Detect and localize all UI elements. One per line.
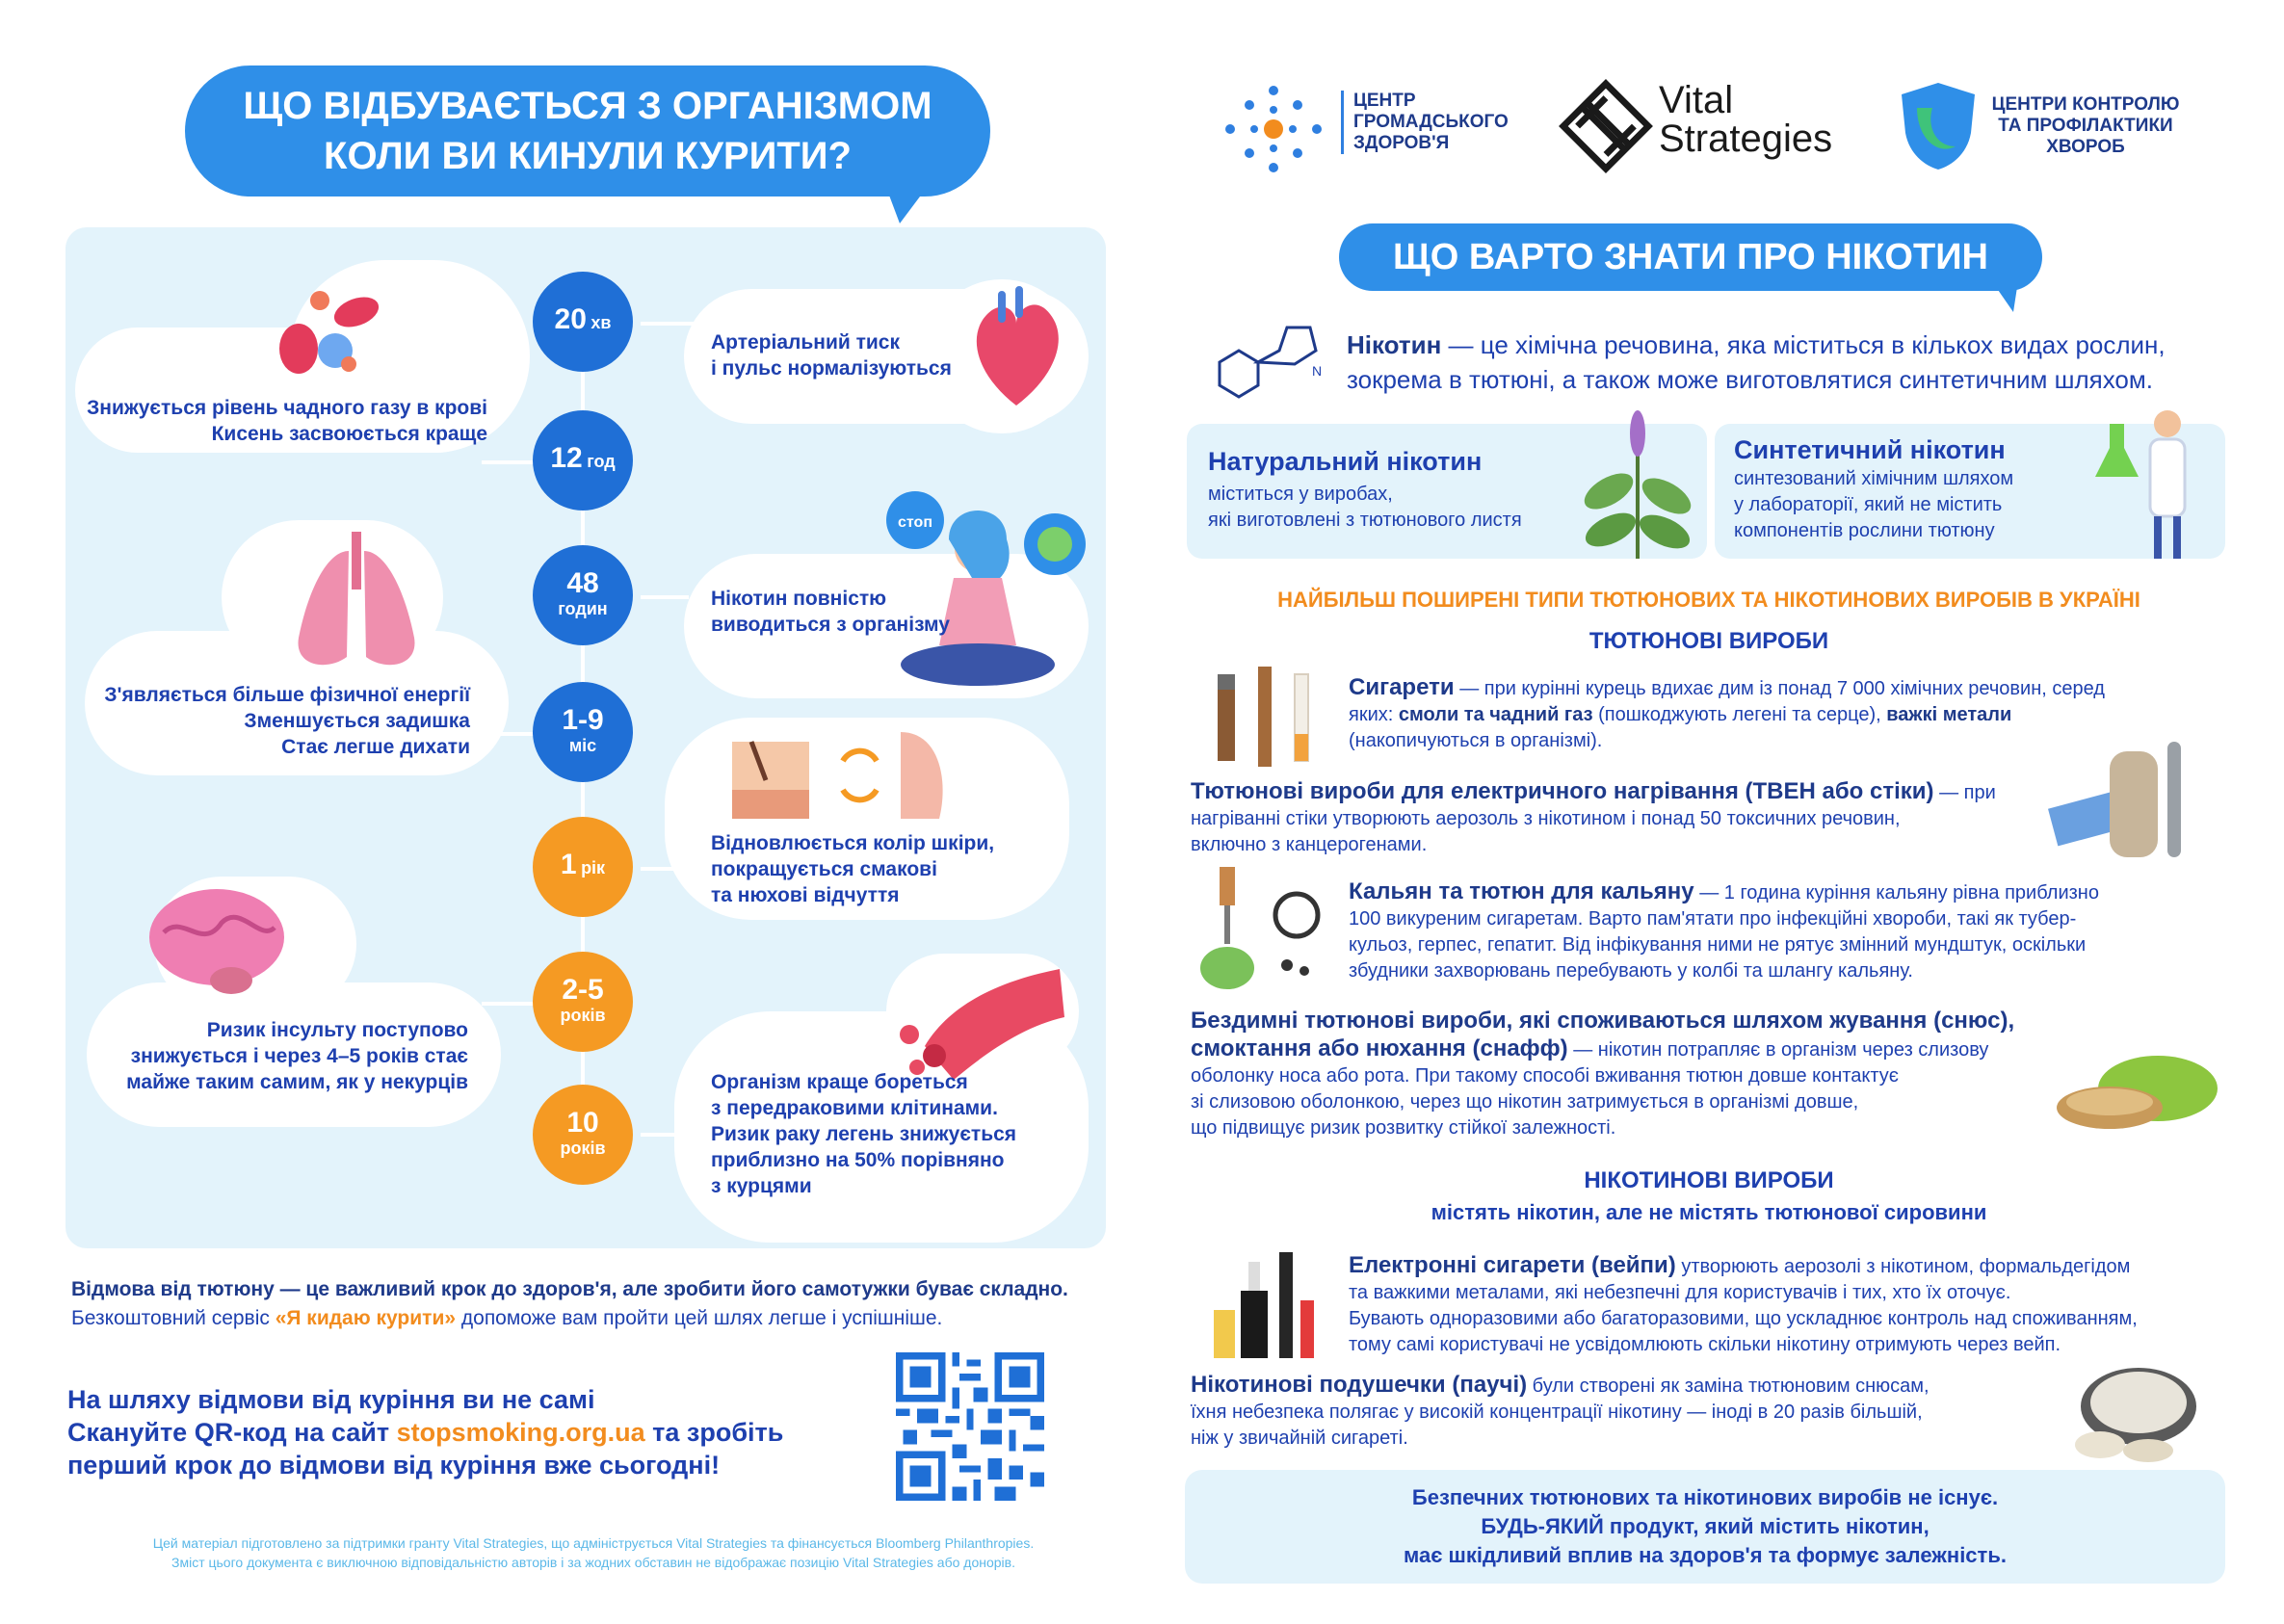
vital-strategies-logo	[1559, 79, 1653, 173]
cdc-shield-logo	[1898, 79, 1979, 171]
effect-energy: З'являється більше фізичної енергії Зменшується задишка Стає легше дихати	[104, 684, 470, 758]
heart-icon	[963, 285, 1069, 410]
synthetic-nicotine-title: Синтетичний нікотин	[1734, 435, 2006, 464]
smokeless-tobacco-item: Бездимні тютюнові вироби, які споживаються шляхом жування (снюс), смоктання або нюхання (снафф) — нікотин потрапляє в організм через слизову оболонку носа або рота. При такому способі вживання тютюн довше контактує зі слизовою оболонкою, через що нікотин затримується в організмі довше, що підвищує ризик розвитку стійкої залежності.	[1191, 1008, 2015, 1139]
connector	[641, 322, 708, 326]
synthetic-nicotine-text: синтезований хімічним шляхом у лабораторії, який не містить компонентів рослини тютюну	[1734, 468, 2014, 541]
nicotine-definition: Нікотин — це хімічна речовина, яка міститься в кількох видах рослин, зокрема в тютюні, а також може виготовлятися синтетичним шляхом.	[1347, 330, 2166, 394]
tobacco-plant-icon	[1580, 405, 1695, 559]
e-cigarettes-icon	[1200, 1243, 1326, 1368]
nicotine-title-bubble: ЩО ВАРТО ЗНАТИ ПРО НІКОТИН	[1339, 223, 2042, 291]
types-heading: НАЙБІЛЬШ ПОШИРЕНІ ТИПИ ТЮТЮНОВИХ ТА НІКОТИНОВИХ ВИРОБІВ В УКРАЇНІ	[1277, 588, 2140, 612]
lungs-icon	[289, 532, 424, 676]
cigarettes-icon	[1208, 665, 1333, 771]
quit-support-text: Відмова від тютюну — це важливий крок до здоров'я, але зробити його самотужки буває складно. Безкоштовний сервіс «Я кидаю курити» допоможе вам пройти цей шлях легше і успішніше.	[71, 1278, 1068, 1329]
timeline-node-1-9m: 1-9 міс	[533, 682, 633, 782]
bubble-tail	[1996, 287, 2017, 312]
effect-nicotine-cleared: Нікотин повністю виводиться з організму	[711, 588, 950, 636]
effect-carbon-monoxide: Знижується рівень чадного газу в крові Кисень засвоюється краще	[87, 397, 487, 445]
blood-cells-icon	[260, 272, 385, 387]
timeline-node-1y: 1 рік	[533, 817, 633, 917]
nicotine-molecule-icon	[1210, 314, 1335, 401]
cdc-logo-text: ЦЕНТРИ КОНТРОЛЮ ТА ПРОФІЛАКТИКИ ХВОРОБ	[1991, 94, 2180, 157]
connector	[641, 595, 689, 599]
no-safe-products-box: Безпечних тютюнових та нікотинових виробів не існує. БУДЬ-ЯКИЙ продукт, який містить нікотин, має шкідливий вплив на здоров'я та формує залежність.	[1185, 1470, 2225, 1584]
connector	[482, 1002, 535, 1006]
snus-tin-icon	[2042, 1031, 2225, 1137]
svg-text:стоп: стоп	[898, 514, 932, 531]
effect-stroke-risk: Ризик інсульту поступово знижується і через 4–5 років стає майже таким самим, як у некурців	[126, 1019, 468, 1093]
heated-tobacco-item: Тютюнові вироби для електричного нагрівання (ТВЕН або стіки) — при нагріванні стіки утворюють аерозоль з нікотином і понад 50 токсичних речовин, включно з канцерогенами.	[1191, 778, 1996, 855]
vital-strategies-logo-text: Vital Strategies	[1659, 79, 1833, 160]
phc-logo-text: ЦЕНТР ГРОМАДСЬКОГО ЗДОРОВ'Я	[1341, 91, 1509, 154]
tobacco-products-heading: ТЮТЮНОВІ ВИРОБИ	[1588, 628, 1829, 654]
blood-vessel-icon	[896, 959, 1069, 1085]
grant-disclaimer: Цей матеріал підготовлено за підтримки гранту Vital Strategies, що адмініструється Vital Strategies та фінансується Bloomberg Philanthropies. Зміст цього документа є виключною відповідальністю авторів і за жодних обставин не відображає позицію Vital Strategies або донорів.	[152, 1535, 1035, 1570]
effect-cancer-risk: Організм краще бореться з передраковими клітинами. Ризик раку легень знижується приблизно на 50% порівняно з курцями	[711, 1071, 1017, 1197]
timeline-node-20min: 20 хв	[533, 272, 633, 372]
timeline-node-10y: 10 років	[533, 1085, 633, 1185]
scientist-flask-icon	[2090, 405, 2206, 568]
brain-icon	[144, 884, 289, 1000]
hookah-item: Кальян та тютюн для кальяну — 1 година куріння кальяну рівна приблизно 100 викуреним сигаретам. Варто пам'ятати про інфекційні хвороби, такі як тубер- кульоз, герпес, гепатит. Від інфікування ними не рятує змінний мундштук, оскільки збудники захворювань перебувають у колбі та шлангу кальяну.	[1349, 878, 2099, 982]
connector	[482, 460, 535, 464]
connector	[482, 732, 535, 736]
timeline-node-48h: 48 годин	[533, 545, 633, 645]
e-cigarettes-item: Електронні сигарети (вейпи) утворюють аерозолі з нікотином, формальдегідом та важкими металами, які небезпечні для користувачів і тих, хто їх оточує. Бувають одноразовими або багаторазовими, що ускладнює контроль над споживанням, тому самі користувачі не усвідомлюють скільки нікотину отримують через вейп.	[1349, 1252, 2138, 1355]
cta-text: На шляху відмови від куріння ви не самі Скануйте QR-код на сайт stopsmoking.org.ua та зробіть перший крок до відмови від куріння вже сьогодні!	[67, 1385, 784, 1480]
heated-tobacco-device-icon	[2042, 732, 2225, 867]
cigarettes-item: Сигарети — при курінні курець вдихає дим із понад 7 000 хімічних речовин, серед яких: смоли та чадний газ (пошкоджують легені та серце), важкі метали (накопичуються в організмі).	[1349, 674, 2105, 751]
qr-code[interactable]	[896, 1352, 1044, 1501]
service-name: «Я кидаю курити»	[275, 1307, 457, 1329]
timeline-node-2-5y: 2-5 років	[533, 952, 633, 1052]
natural-nicotine-text: міститься у виробах, які виготовлені з тютюнового листя	[1208, 484, 1522, 531]
left-title-line1: ЩО ВІДБУВАЄТЬСЯ З ОРГАНІЗМОМ	[243, 85, 932, 127]
nicotine-products-subheading: містять нікотин, але не містять тютюнової сировини	[1431, 1200, 1987, 1224]
effect-skin-taste: Відновлюється колір шкіри, покращується смакові та нюхові відчуття	[711, 832, 995, 906]
natural-nicotine-title: Натуральний нікотин	[1208, 447, 1483, 476]
connector	[641, 867, 689, 871]
nicotine-products-heading: НІКОТИНОВІ ВИРОБИ	[1584, 1167, 1834, 1193]
website-link[interactable]: stopsmoking.org.ua	[396, 1418, 645, 1447]
left-title-bubble	[185, 65, 990, 196]
effect-blood-pressure: Артеріальний тиск і пульс нормалізуються	[711, 331, 952, 380]
skin-and-face-icon	[732, 722, 954, 828]
left-title-line2: КОЛИ ВИ КИНУЛИ КУРИТИ?	[324, 135, 852, 177]
timeline-node-12h: 12 год	[533, 410, 633, 511]
public-health-center-logo	[1216, 81, 1331, 177]
svg-text:N: N	[1312, 363, 1323, 379]
bubble-tail	[888, 193, 923, 223]
nicotine-pouches-item: Нікотинові подушечки (паучі) були створені як заміна тютюновим снюсам, їхня небезпека полягає у високій концентрації нікотину — іноді в 20 разів більшій, ніж у звичайній сигареті.	[1191, 1372, 1930, 1449]
connector	[641, 1133, 698, 1137]
nicotine-pouches-icon	[2061, 1358, 2206, 1464]
hookah-icon	[1191, 857, 1335, 992]
